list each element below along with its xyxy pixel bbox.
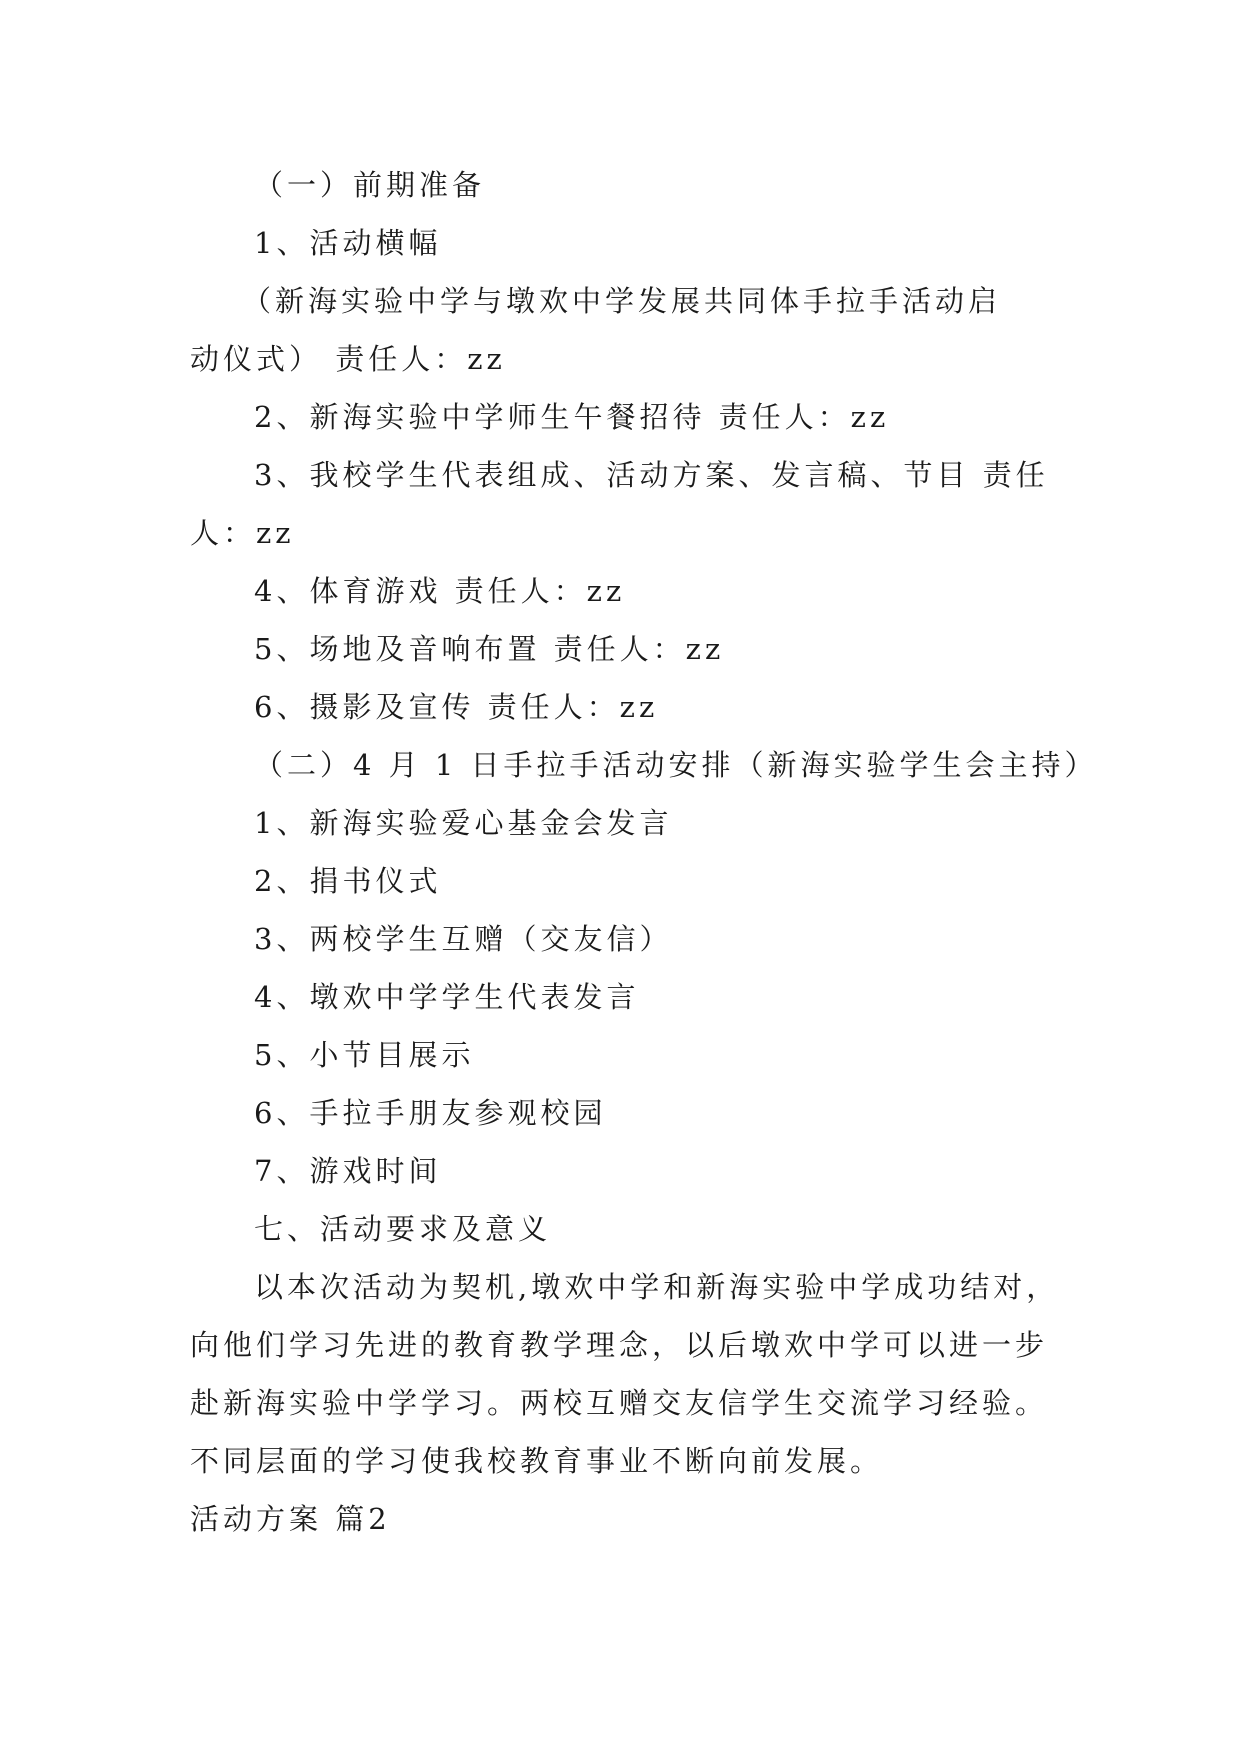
list-item: 1、新海实验爱心基金会发言 (254, 806, 673, 840)
paragraph-line: 向他们学习先进的教育教学理念，以后墩欢中学可以进一步 (190, 1328, 1049, 1362)
list-item: 5、小节目展示 (254, 1038, 475, 1072)
document-body (190, 156, 1098, 1548)
list-item: 4、墩欢中学学生代表发言 (254, 980, 640, 1014)
paragraph-line: 动仪式） 责任人：zz (190, 342, 506, 376)
section-heading-schedule: （二）4 月 1 日手拉手活动安排（新海实验学生会主持） (254, 748, 1098, 782)
section-heading-requirements: 七、活动要求及意义 (254, 1212, 552, 1246)
section-heading-preparation: （一）前期准备 (254, 168, 486, 202)
document-heading: 活动方案 篇2 (190, 1502, 391, 1536)
list-item: 2、捐书仪式 (254, 864, 442, 898)
list-item: 1、活动横幅 (254, 226, 442, 260)
list-item: 6、手拉手朋友参观校园 (254, 1096, 607, 1130)
list-item: 4、体育游戏 责任人：zz (254, 574, 626, 608)
paragraph-line: 不同层面的学习使我校教育事业不断向前发展。 (190, 1444, 884, 1478)
paragraph-line: 人：zz (190, 516, 295, 550)
list-item: 6、摄影及宣传 责任人：zz (254, 690, 659, 724)
paragraph-line: 以本次活动为契机,墩欢中学和新海实验中学成功结对， (254, 1270, 1060, 1304)
list-item: 5、场地及音响布置 责任人：zz (254, 632, 725, 666)
paragraph-line: （新海实验中学与墩欢中学发展共同体手拉手活动启 (242, 284, 1002, 318)
paragraph-line: 赴新海实验中学学习。两校互赠交友信学生交流学习经验。 (190, 1386, 1049, 1420)
list-item: 2、新海实验中学师生午餐招待 责任人：zz (254, 400, 890, 434)
list-item: 3、两校学生互赠（交友信） (254, 922, 673, 956)
list-item: 7、游戏时间 (254, 1154, 442, 1188)
list-item: 3、我校学生代表组成、活动方案、发言稿、节目 责任 (254, 458, 1049, 492)
